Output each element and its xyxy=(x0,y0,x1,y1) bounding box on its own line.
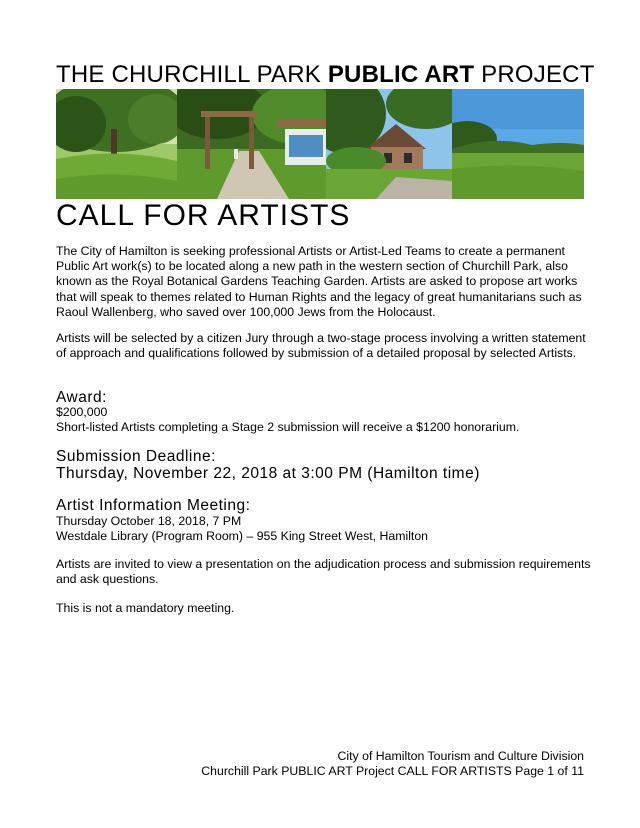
intro-paragraph: The City of Hamilton is seeking professional Artists or Artist-Led Teams to create a permanent Public Art work(s) to be located along a new path in the western section of Churchill Park, also known as the Royal Botanical Gardens Teaching Garden. Artists are asked to propose art works that will speak to themes related to Human Rights and the legacy of great humanitarians such as Raoul Wallenberg, who saved over 100,000 Jews from the Holocaust. xyxy=(56,244,582,319)
title-part-1: THE CHURCHILL PARK xyxy=(56,61,328,88)
park-photo-banner xyxy=(56,89,584,199)
park-photo-path-arch xyxy=(177,89,326,199)
title-bold: PUBLIC ART xyxy=(327,61,475,88)
meeting-mandatory-note: This is not a mandatory meeting. xyxy=(56,601,235,615)
footer-division: City of Hamilton Tourism and Culture Division xyxy=(337,749,584,763)
park-photo-tree-lawn xyxy=(56,89,177,199)
meeting-date: Thursday October 18, 2018, 7 PM xyxy=(56,514,242,528)
award-note: Short-listed Artists completing a Stage 2 submission will receive a $1200 honorarium. xyxy=(56,420,520,434)
meeting-invite: Artists are invited to view a presentation on the adjudication process and submission requirements and ask questions. xyxy=(56,557,591,587)
park-photo-open-field xyxy=(452,89,584,199)
deadline-label: Submission Deadline: xyxy=(56,448,216,465)
call-for-artists-heading: CALL FOR ARTISTS xyxy=(56,199,351,232)
park-photo-garden-building xyxy=(326,89,452,199)
meeting-location: Westdale Library (Program Room) – 955 King Street West, Hamilton xyxy=(56,529,429,543)
award-amount: $200,000 xyxy=(56,405,108,419)
award-label: Award: xyxy=(56,389,107,406)
footer-page-info: Churchill Park PUBLIC ART Project CALL FOR ARTISTS Page 1 of 11 xyxy=(201,764,584,778)
page-title xyxy=(56,60,616,90)
deadline-value: Thursday, November 22, 2018 at 3:00 PM (Hamilton time) xyxy=(56,465,480,482)
meeting-label: Artist Information Meeting: xyxy=(56,497,251,514)
selection-paragraph: Artists will be selected by a citizen Jury through a two-stage process involving a written statement of approach and qualifications followed by submission of a detailed proposal by selected Artists. xyxy=(56,331,586,361)
title-part-2: PROJECT xyxy=(474,61,595,88)
